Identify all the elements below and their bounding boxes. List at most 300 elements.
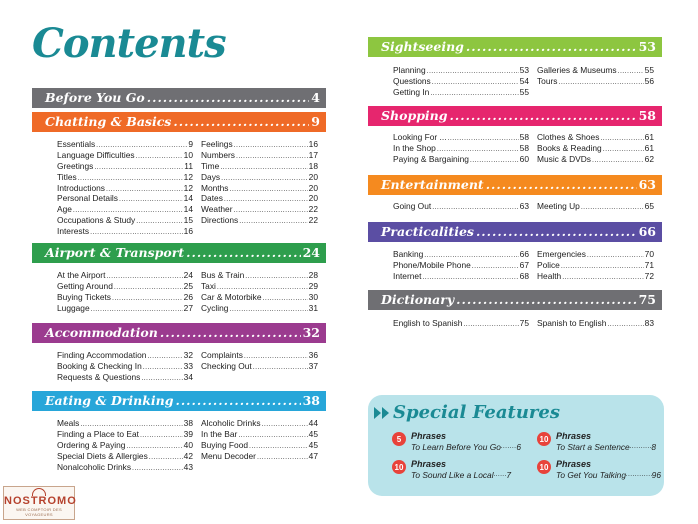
- dot-leader: [239, 217, 307, 228]
- entry-label: At the Airport: [57, 270, 106, 280]
- entry-page: 75: [519, 318, 529, 328]
- entry-page: 47: [308, 450, 318, 461]
- entry-page: 16: [308, 139, 318, 149]
- toc-entry[interactable]: [201, 281, 318, 292]
- feature-subtitle: To Start a Sentence: [556, 441, 630, 452]
- toc-entry[interactable]: [393, 154, 529, 165]
- dot-leader: [173, 112, 309, 132]
- entry-page: 26: [183, 291, 193, 302]
- entry-list-left: [393, 201, 529, 212]
- entry-label: Age: [57, 204, 72, 215]
- section-title: Accommodation: [45, 325, 158, 340]
- toc-entry[interactable]: [201, 292, 318, 303]
- dot-leader: [229, 305, 307, 316]
- entry-page: 15: [183, 215, 193, 226]
- entry-page: 70: [644, 249, 654, 259]
- special-features-header: [374, 402, 560, 423]
- entry-page: 39: [183, 428, 193, 439]
- dot-leader: [186, 243, 300, 263]
- entry-label: English to Spanish: [393, 318, 463, 328]
- toc-entry[interactable]: [57, 361, 193, 372]
- dot-leader: [132, 464, 183, 475]
- logo-tagline: WEB COMPTOIR DES VOYAGEURS: [16, 507, 62, 517]
- entry-label: Music & DVDs: [537, 153, 591, 164]
- entry-label: Personal Details: [57, 193, 118, 204]
- toc-entry[interactable]: [57, 418, 193, 429]
- dot-leader: [630, 442, 652, 453]
- entry-page: 42: [183, 450, 193, 461]
- toc-entry[interactable]: [537, 249, 654, 260]
- entry-label: Menu Decoder: [201, 450, 256, 461]
- dot-leader: [257, 453, 308, 464]
- toc-entry[interactable]: [57, 429, 193, 440]
- toc-entry[interactable]: [201, 183, 318, 194]
- toc-entry[interactable]: [537, 143, 654, 154]
- entry-page: 58: [519, 142, 529, 153]
- section-page: 63: [638, 177, 656, 192]
- toc-entry[interactable]: [537, 65, 654, 76]
- entry-page: 40: [183, 439, 193, 450]
- feature-item[interactable]: [392, 459, 522, 480]
- logo-name: NOSTROMO: [4, 495, 77, 507]
- entry-page: 12: [183, 182, 193, 193]
- entry-label: Bus & Train: [201, 270, 245, 280]
- toc-entry[interactable]: [57, 451, 193, 462]
- toc-entry[interactable]: [57, 193, 193, 204]
- publisher-logo: [3, 486, 75, 520]
- dot-leader: [581, 203, 644, 214]
- entry-page: 61: [644, 132, 654, 142]
- dot-leader: [587, 251, 644, 262]
- toc-entry[interactable]: [57, 139, 193, 150]
- toc-entry[interactable]: [57, 350, 193, 361]
- dot-leader: [472, 262, 519, 273]
- dot-leader: [263, 294, 308, 305]
- dot-leader: [221, 174, 308, 185]
- feature-item[interactable]: [537, 431, 659, 452]
- entry-page: 72: [644, 270, 654, 281]
- toc-entry[interactable]: [393, 132, 529, 143]
- entry-label: Greetings: [57, 160, 94, 171]
- dot-leader: [501, 442, 516, 453]
- toc-entry[interactable]: [57, 270, 193, 281]
- dot-leader: [607, 320, 643, 331]
- dot-leader: [175, 391, 300, 411]
- feature-count-badge: 10: [392, 460, 406, 474]
- toc-entry[interactable]: [537, 76, 654, 87]
- toc-entry[interactable]: [201, 139, 318, 150]
- entry-page: 28: [308, 270, 318, 280]
- section-title: Chatting & Basics: [45, 114, 172, 129]
- toc-entry[interactable]: [537, 318, 654, 329]
- entry-list-left: [57, 350, 193, 383]
- toc-entry[interactable]: [201, 440, 318, 451]
- toc-entry[interactable]: [537, 260, 654, 271]
- entry-label: Booking & Checking In: [57, 360, 142, 371]
- entry-label: Paying & Bargaining: [393, 153, 469, 164]
- entry-label: Spanish to English: [537, 318, 607, 328]
- entry-label: Clothes & Shoes: [537, 132, 600, 142]
- toc-entry[interactable]: [57, 150, 193, 161]
- entry-list-right: [201, 139, 318, 226]
- entry-page: 55: [644, 65, 654, 75]
- toc-entry[interactable]: [201, 361, 318, 372]
- dot-leader: [119, 195, 183, 206]
- toc-entry[interactable]: [537, 132, 654, 143]
- dot-leader: [450, 106, 637, 126]
- feature-item[interactable]: [392, 431, 522, 452]
- dot-leader: [136, 152, 183, 163]
- dot-leader: [136, 217, 182, 228]
- entry-page: 9: [188, 139, 193, 149]
- entry-label: Essentials: [57, 139, 96, 149]
- toc-entry[interactable]: [201, 303, 318, 314]
- entry-page: 71: [644, 259, 654, 270]
- feature-name: Phrases: [411, 459, 447, 469]
- section-title: Before You Go: [45, 90, 145, 105]
- dot-leader: [603, 145, 644, 156]
- dot-leader: [249, 442, 308, 453]
- entry-page: 11: [184, 160, 193, 171]
- dot-leader: [592, 156, 644, 167]
- section-page: 75: [638, 292, 656, 307]
- feature-subtitle: To Sound Like a Local: [411, 469, 494, 480]
- entry-label: Planning: [393, 65, 426, 75]
- section-title: Entertainment: [381, 177, 484, 192]
- toc-entry[interactable]: [201, 350, 318, 361]
- toc-entry[interactable]: [393, 87, 529, 98]
- entry-label: Buying Tickets: [57, 291, 111, 302]
- section-title: Practicalities: [381, 224, 474, 239]
- feature-page: 8: [651, 441, 656, 452]
- entry-page: 43: [183, 461, 193, 472]
- dot-leader: [234, 141, 308, 152]
- dot-leader: [432, 203, 518, 214]
- entry-label: Internet: [393, 270, 422, 281]
- dot-leader: [143, 363, 183, 374]
- entry-label: Health: [537, 270, 562, 281]
- entry-page: 44: [308, 418, 318, 428]
- entry-page: 45: [308, 428, 318, 439]
- dot-leader: [618, 67, 644, 78]
- dot-leader: [114, 283, 183, 294]
- toc-entry[interactable]: [393, 65, 529, 76]
- toc-entry[interactable]: [57, 161, 193, 172]
- entry-page: 54: [519, 75, 529, 86]
- entry-label: Buying Food: [201, 439, 249, 450]
- dot-leader: [147, 352, 182, 363]
- section-page: 4: [311, 90, 320, 105]
- dot-leader: [561, 262, 644, 273]
- toc-entry[interactable]: [393, 318, 529, 329]
- entry-label: Feelings: [201, 139, 233, 149]
- dot-leader: [160, 323, 301, 343]
- dot-leader: [430, 89, 518, 100]
- entry-list-left: [393, 249, 529, 282]
- dot-leader: [456, 290, 636, 310]
- entry-page: 36: [308, 350, 318, 360]
- logo-arch-icon: [32, 488, 46, 496]
- dot-leader: [253, 363, 308, 374]
- section-bar-entertainment[interactable]: [368, 175, 662, 195]
- entry-label: Time: [201, 160, 220, 171]
- toc-entry[interactable]: [201, 161, 318, 172]
- section-bar-airport[interactable]: [32, 243, 326, 263]
- dot-leader: [262, 420, 308, 431]
- dot-leader: [427, 67, 519, 78]
- toc-entry[interactable]: [537, 154, 654, 165]
- entry-page: 20: [308, 182, 318, 193]
- dot-leader: [562, 273, 643, 284]
- feature-name: Phrases: [556, 459, 592, 469]
- section-bar-accommodation[interactable]: [32, 323, 326, 343]
- dot-leader: [140, 431, 183, 442]
- dot-leader: [236, 152, 308, 163]
- arrows-icon: [374, 407, 389, 419]
- dot-leader: [91, 305, 183, 316]
- entry-label: Ordering & Paying: [57, 439, 126, 450]
- feature-page: 6: [516, 441, 521, 452]
- entry-page: 65: [644, 201, 654, 211]
- entry-page: 20: [308, 171, 318, 182]
- entry-list-right: [537, 249, 654, 282]
- section-page: 53: [638, 39, 656, 54]
- entry-label: Occupations & Study: [57, 215, 136, 226]
- dot-leader: [94, 163, 183, 174]
- entry-label: Days: [201, 171, 221, 182]
- feature-page: 7: [506, 469, 511, 480]
- entry-label: Going Out: [393, 201, 432, 211]
- entry-list-right: [537, 65, 654, 87]
- entry-list-left: [393, 132, 529, 165]
- toc-entry[interactable]: [57, 226, 193, 237]
- section-page: 24: [302, 245, 320, 260]
- entry-page: 16: [183, 226, 193, 237]
- entry-list-right: [201, 350, 318, 372]
- dot-leader: [244, 352, 308, 363]
- entry-page: 56: [644, 75, 654, 86]
- toc-entry[interactable]: [201, 150, 318, 161]
- section-page: 58: [638, 108, 656, 123]
- entry-page: 66: [519, 249, 529, 259]
- entry-label: Alcoholic Drinks: [201, 418, 261, 428]
- entry-label: Tours: [537, 75, 558, 86]
- section-bar-shopping[interactable]: [368, 106, 662, 126]
- entry-page: 32: [183, 350, 193, 360]
- entry-page: 45: [308, 439, 318, 450]
- entry-label: Checking Out: [201, 360, 252, 371]
- entry-list-left: [393, 318, 529, 329]
- entry-list-left: [57, 418, 193, 472]
- toc-entry[interactable]: [57, 292, 193, 303]
- entry-label: Nonalcoholic Drinks: [57, 461, 132, 472]
- toc-entry[interactable]: [57, 440, 193, 451]
- dot-leader: [463, 320, 518, 331]
- entry-list-left: [57, 139, 193, 237]
- toc-entry[interactable]: [537, 201, 654, 212]
- toc-entry[interactable]: [393, 201, 529, 212]
- section-bar-chatting[interactable]: [32, 112, 326, 132]
- entry-label: Getting Around: [57, 280, 113, 291]
- entry-page: 68: [519, 270, 529, 281]
- entry-label: Meeting Up: [537, 201, 580, 211]
- feature-subtitle: To Get You Talking: [556, 469, 626, 480]
- toc-entry[interactable]: [201, 204, 318, 215]
- entry-list-right: [537, 132, 654, 165]
- entry-label: Language Difficulties: [57, 149, 135, 160]
- entry-page: 25: [183, 280, 193, 291]
- entry-page: 58: [519, 132, 529, 142]
- feature-count-badge: 5: [392, 432, 406, 446]
- entry-label: Introductions: [57, 182, 105, 193]
- dot-leader: [220, 163, 307, 174]
- dot-leader: [238, 431, 307, 442]
- toc-entry[interactable]: [393, 271, 529, 282]
- entry-page: 63: [519, 201, 529, 211]
- entry-page: 30: [308, 291, 318, 302]
- entry-label: Interests: [57, 226, 90, 237]
- section-bar-practicalities[interactable]: [368, 222, 662, 242]
- dot-leader: [558, 78, 643, 89]
- toc-entry[interactable]: [57, 281, 193, 292]
- section-page: 9: [311, 114, 320, 129]
- dot-leader: [470, 156, 519, 167]
- entry-page: 29: [308, 280, 318, 291]
- entry-label: Special Diets & Allergies: [57, 450, 148, 461]
- entry-page: 22: [308, 215, 318, 226]
- section-bar-sightseeing[interactable]: [368, 37, 662, 57]
- dot-leader: [229, 185, 307, 196]
- entry-label: Books & Reading: [537, 142, 602, 153]
- entry-page: 62: [644, 153, 654, 164]
- entry-page: 55: [519, 86, 529, 97]
- entry-label: Questions: [393, 75, 431, 86]
- entry-label: Police: [537, 259, 560, 270]
- entry-label: Dates: [201, 193, 223, 204]
- page-title: Contents: [32, 20, 226, 67]
- entry-list-left: [393, 65, 529, 98]
- dot-leader: [112, 294, 183, 305]
- entry-list-right: [201, 418, 318, 462]
- dot-leader: [432, 78, 519, 89]
- section-bar-eating[interactable]: [32, 391, 326, 411]
- toc-entry[interactable]: [201, 193, 318, 204]
- entry-page: 53: [519, 65, 529, 75]
- dot-leader: [466, 37, 637, 57]
- entry-page: 10: [183, 149, 193, 160]
- entry-page: 14: [183, 204, 193, 215]
- dot-leader: [486, 175, 637, 195]
- entry-label: Finding a Place to Eat: [57, 428, 139, 439]
- feature-count-badge: 10: [537, 432, 551, 446]
- toc-entry[interactable]: [201, 172, 318, 183]
- dot-leader: [234, 206, 308, 217]
- feature-item[interactable]: [537, 459, 659, 480]
- entry-page: 31: [308, 302, 318, 313]
- section-bar-before[interactable]: [32, 88, 326, 108]
- dot-leader: [141, 374, 182, 385]
- entry-label: Directions: [201, 215, 239, 226]
- entry-label: Taxi: [201, 280, 216, 291]
- entry-list-left: [57, 270, 193, 314]
- entry-page: 14: [183, 193, 193, 204]
- toc-entry[interactable]: [201, 451, 318, 462]
- toc-entry[interactable]: [393, 260, 529, 271]
- special-features-title: Special Features: [393, 402, 560, 423]
- entry-page: 34: [183, 371, 193, 382]
- entry-page: 67: [519, 259, 529, 270]
- dot-leader: [106, 272, 182, 283]
- toc-entry[interactable]: [57, 372, 193, 383]
- entry-page: 33: [183, 360, 193, 371]
- toc-entry[interactable]: [201, 418, 318, 429]
- entry-label: Car & Motorbike: [201, 291, 262, 302]
- entry-label: Banking: [393, 249, 424, 259]
- toc-entry[interactable]: [201, 270, 318, 281]
- toc-entry[interactable]: [201, 215, 318, 226]
- section-title: Shopping: [381, 108, 448, 123]
- toc-entry[interactable]: [201, 429, 318, 440]
- entry-list-right: [537, 318, 654, 329]
- entry-page: 83: [644, 318, 654, 328]
- dot-leader: [626, 470, 652, 481]
- entry-label: In the Bar: [201, 428, 238, 439]
- section-page: 38: [302, 393, 320, 408]
- toc-entry[interactable]: [57, 215, 193, 226]
- section-title: Sightseeing: [381, 39, 464, 54]
- toc-entry[interactable]: [57, 303, 193, 314]
- entry-label: Cycling: [201, 302, 229, 313]
- entry-label: Galleries & Museums: [537, 65, 617, 75]
- entry-label: Emergencies: [537, 249, 586, 259]
- toc-entry[interactable]: [57, 183, 193, 194]
- entry-label: Getting In: [393, 86, 430, 97]
- dot-leader: [224, 195, 308, 206]
- toc-entry[interactable]: [57, 204, 193, 215]
- toc-entry[interactable]: [393, 143, 529, 154]
- dot-leader: [476, 222, 637, 242]
- toc-entry[interactable]: [537, 271, 654, 282]
- section-page: 66: [638, 224, 656, 239]
- feature-count-badge: 10: [537, 460, 551, 474]
- entry-label: Weather: [201, 204, 233, 215]
- dot-leader: [147, 88, 310, 108]
- entry-label: Months: [201, 182, 229, 193]
- section-title: Dictionary: [381, 292, 455, 307]
- entry-label: Meals: [57, 418, 80, 428]
- toc-entry[interactable]: [57, 172, 193, 183]
- entry-list-right: [201, 270, 318, 314]
- entry-page: 38: [183, 418, 193, 428]
- feature-page: 96: [651, 469, 661, 480]
- entry-label: Luggage: [57, 302, 90, 313]
- entry-list-right: [537, 201, 654, 212]
- entry-page: 20: [308, 193, 318, 204]
- dot-leader: [245, 272, 307, 283]
- entry-page: 22: [308, 204, 318, 215]
- toc-entry[interactable]: [393, 76, 529, 87]
- dot-leader: [494, 470, 507, 481]
- toc-entry[interactable]: [393, 249, 529, 260]
- section-title: Eating & Drinking: [45, 393, 174, 408]
- entry-page: 17: [308, 149, 318, 160]
- entry-label: Requests & Questions: [57, 371, 141, 382]
- section-bar-dictionary[interactable]: [368, 290, 662, 310]
- entry-label: Complaints: [201, 350, 243, 360]
- toc-entry[interactable]: [57, 462, 193, 473]
- dot-leader: [149, 453, 183, 464]
- entry-page: 27: [183, 302, 193, 313]
